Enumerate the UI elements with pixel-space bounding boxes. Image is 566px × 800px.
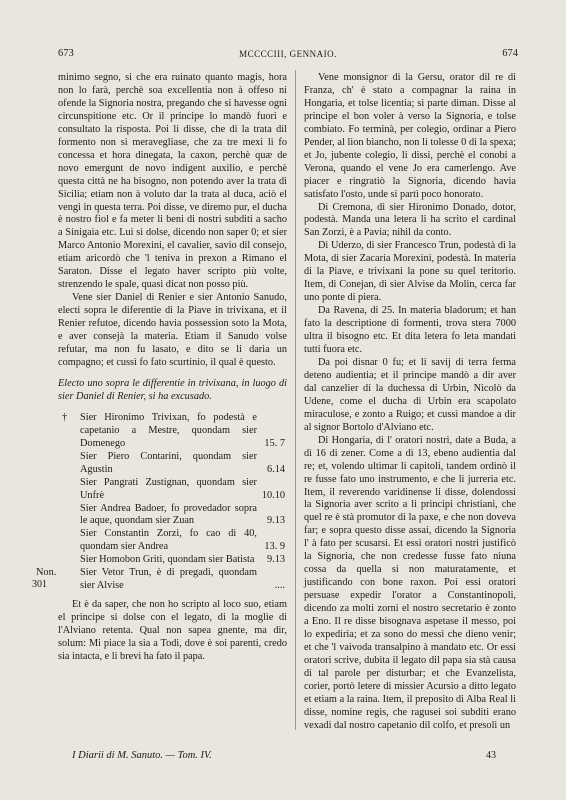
ballot-entry — [58, 412, 287, 451]
running-header — [58, 48, 518, 64]
entry-votes: 9.13 — [266, 554, 285, 566]
entry-mark: Non. — [36, 567, 57, 579]
ballot-entry — [58, 451, 287, 477]
paragraph: Di Cremona, di sier Hironimo Donado, dotor, podestà. Manda una letera li ha scrito el cardinal San Zorzi, è a Pavia; nihil da conto. — [304, 201, 516, 239]
paragraph: Di Uderzo, di sier Francesco Trun, podestà di la Mota, di sier Zacaria Morexini, podestà. In materia di la Piave, e trivixani la pone su quel teritorio. Item, di Conejan, di sier Alvise da Molin, cerca far uno ponte di piera. — [304, 240, 516, 304]
column-divider — [295, 70, 296, 730]
entry-votes: .... — [274, 580, 285, 592]
ballot-entry — [58, 528, 287, 554]
footer-signature: 43 — [486, 750, 496, 761]
page-number-left: 673 — [58, 48, 74, 59]
entry-text: Sier Andrea Badoer, fo provedador sopra le aque, quondam sier Zuan — [80, 502, 257, 527]
paragraph: Da poi disnar 0 fu; et li savij di terra ferma deteno audientia; et il principe mandò a dir aver dal canzelier di la duchessa di Urbin, Nicolò da Udene, come el ducha di Urbin era scapolato miraculose, e zonto a Ruigo; et cussì mandoe a dir al signor Bortolo d'Alviano etc. — [304, 356, 516, 433]
margin-note: 301 — [32, 579, 47, 590]
right-column — [304, 72, 516, 733]
ballot-entry — [58, 477, 287, 503]
entry-text: Sier Constantin Zorzi, fo cao di 40, quondam sier Andrea — [80, 528, 257, 553]
entry-text: Sier Vetor Trun, è di pregadi, quondam sier Alvise — [80, 567, 257, 592]
entry-text: Sier Homobon Griti, quondam sier Batista — [80, 554, 255, 566]
entry-votes: 10.10 — [261, 489, 285, 501]
paragraph: minimo segno, si che era ruinato quanto magis, hora non lo farà, perchè soa excellentia non à offeso ni ofende la Signoria nostra, pregando che si havesse ogni circunspitione etc. Or il principe lo mandò fuori e consultato la risposta. Poi li disse, che di la trata dil formento non si meravegliase, che za tre mexi li fo concessa et hora dinegata, la caxon, perchè quæ de novo emergunt de novo indigent auxilio, e perchè questa città ne ha bisogno, non potendo aver la trata di Sicilia; etiam non à voluto dar la trata al duca, aciò el vengi in questa terra. Poi disse, ve diremo pur, el ducha è nostro fiol e fa meter li beni di nostri subditi a sacho a Sinigaia etc. Lui si dolse, dicendo non saper 0; et sier Marco Antonio Morexini, el cavalier, savio dil consejo, etiam aricordò che 'l teniva in prexon a Rimano el Saraton. Disse el legato haver scripto più volte, strenzendo le spale, quasi dicat non posso più. — [58, 72, 287, 291]
ballot-entry — [58, 554, 287, 567]
ballot-entry — [58, 503, 287, 529]
section-heading: Electo uno sopra le differentie in trivixana, in luogo di sier Daniel di Renier, si ha excusado. — [58, 377, 287, 402]
paragraph: Da Ravena, di 25. In materia bladorum; et han fato la descriptione di formenti, trova stera 7000 ultra il bisogno etc. Et dita letera fo leta mandati tutti fuora etc. — [304, 305, 516, 356]
entry-text: Sier Pangrati Zustignan, quondam sier Unfrè — [80, 476, 257, 501]
paragraph: Vene monsignor di la Gersu, orator dil re di Franza, ch' è stato a compagnar la raina in Hongaria, et tolse licentia; si parte diman. Disse al principe el bon voler à verso la Signoria, e tolse combiato. Fo terminà, per colegio, ordinar a Piero Pender, al lion biancho, non li tolesse 0 di la spexa; et Jo, jubente colegio, li dissi, perchè el conobi a Verona, quando el vene Jo era camerlengo. Ave piacer e ringratiò la Signoria, dicendo havia satisfato l'osto, unde si partì poco honorato. — [304, 72, 516, 200]
entry-votes: 9.13 — [266, 515, 285, 527]
footer-citation: I Diarii di M. Sanuto. — Tom. IV. — [72, 750, 212, 761]
entry-text: Sier Piero Contarini, quondam sier Agustin — [80, 450, 257, 475]
entry-votes: 15. 7 — [264, 437, 285, 449]
paragraph: Et è da saper, che non ho scripto al loco suo, etiam el principe si dolse con el legato, di la moglie di l'Alviano retenta. Qual non sapea gnente, ma dir, solum: Mi piace la sia a Todi, dove è soi parenti, credo sia intacta, e li brevi ha fato il papa. — [58, 599, 287, 662]
paragraph: Vene sier Daniel di Renier e sier Antonio Sanudo, electi sopra le diferentie di la Piave in trivixana, et il Renier refutoe, dicendo havia possession soto la Mota, e aver consejà la materia. Etiam il Sanudo volse refutar, ma non fu lasato, e dito se li daria un compagno; et cussì fo fato scurtinio, il qual è questo. — [58, 292, 287, 368]
entry-votes: 13. 9 — [264, 541, 285, 553]
entry-votes: 6.14 — [266, 463, 285, 475]
page-number-right: 674 — [502, 48, 518, 59]
paragraph: Di Hongaria, di l' oratori nostri, date a Buda, a dì 16 di zener. Come a dì 13, ebeno audientia dal re; et, volendo ultimar li capitoli, tandem ordinò il re fusse fato uno instrumento, e che li jurreria etc. Item, il reverendo varidinense li disse, dolendossi la Signoria aver scrito a li principi christiani, che quel re è stà promutor di la paxe, e che non doveva far; e sopra questo disse assai, dicendo la Signoria l' à fato per scusarsi. Et essi oratori nostri justificò la Signoria, che non credesse fusse fato niuna cossa da quella si non maturatamente, et justificando con bone raxon. Poi essi oratori persuase expedir l'orator a Constantinopoli, dicendo za molti zorni el nostro secretario è zonto a Eno. Il re disse bisognava aspetase il messo, poi lo expediria; et za sono do messi che dieno venir; et che 'l vaivoda transalpino à mandato etc. Or essi oratori scrive, dubita il legato dil papa sia stà causa di tal parole per disturbar; et che Evanzelista, corier, portò letere di missier Acursio a ditto legato et etiam a la raina. Item, il preposito di Alba Real li disse, nomine regis, che ragusei soi subditi erano vexadi dal nostro capetanio dil colfo, et presoli un — [304, 434, 516, 731]
entry-mark: † — [62, 411, 68, 423]
header-title: MCCCCIII, GENNAIO. — [239, 49, 337, 59]
entry-text: Sier Hironimo Trivixan, fo podestà e capetanio a Mestre, quondam sier Domenego — [80, 411, 257, 449]
